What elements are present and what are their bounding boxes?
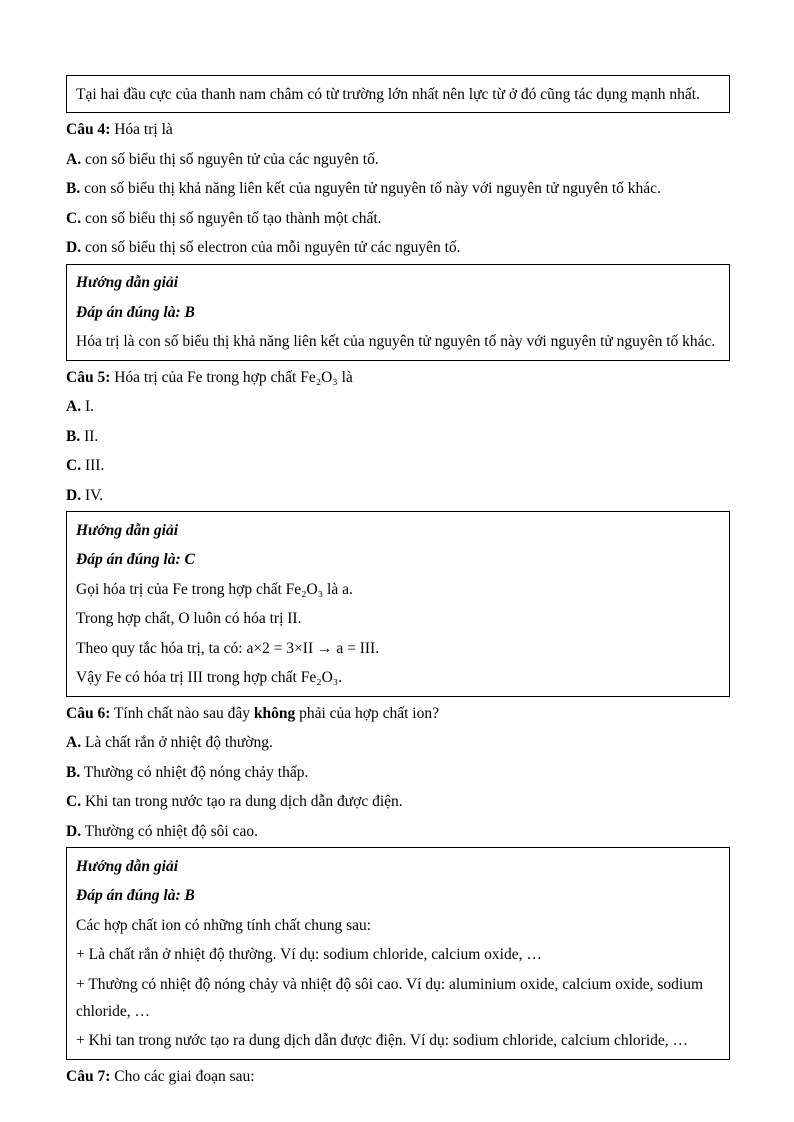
q5-option-c (66, 452, 730, 479)
q5-option-b (66, 423, 730, 450)
solution-line: Theo quy tắc hóa trị, ta có: a×2 = 3×II → a = III. (76, 639, 380, 657)
q5-option-b-label: B. (66, 427, 81, 445)
question-6-text-bold: không (253, 704, 296, 722)
question-6-stem (66, 700, 730, 727)
q5-option-a-text: I. (81, 398, 94, 415)
q5-option-d-text: IV. (81, 486, 104, 504)
q6-option-c-text: Khi tan trong nước tạo ra dung dịch dẫn được điện. (81, 793, 403, 810)
solution-answer: Đáp án đúng là: B (76, 887, 195, 904)
solution-line: + Khi tan trong nước tạo ra dung dịch dẫn được điện. Ví dụ: sodium chloride, calcium chloride, … (76, 1032, 689, 1049)
q5-option-a (66, 393, 730, 420)
question-4-text: Hóa trị là (110, 121, 173, 138)
solution-line: Trong hợp chất, O luôn có hóa trị II. (76, 610, 302, 627)
solution-answer: Đáp án đúng là: C (76, 551, 195, 568)
q4-option-b-text: con số biểu thị khả năng liên kết của nguyên tử nguyên tố này với nguyên tử nguyên tố khác. (80, 180, 661, 197)
solution-line: Các hợp chất ion có những tính chất chung sau: (76, 916, 372, 934)
q6-option-a (66, 729, 730, 756)
question-6-text-pre: Tính chất nào sau đây (110, 704, 254, 722)
q4-option-d-label: D. (66, 239, 82, 256)
q5-option-a-label: A. (66, 398, 82, 415)
question-7-label: Câu 7: (66, 1067, 111, 1085)
solution-title: Hướng dẫn giải (76, 857, 179, 875)
question-6-label: Câu 6: (66, 704, 111, 722)
solution-line: Tại hai đầu cực của thanh nam châm có từ trường lớn nhất nên lực từ ở đó cũng tác dụng mạnh nhất. (76, 85, 700, 103)
question-4-stem (66, 116, 730, 143)
q5-option-c-text: III. (81, 457, 105, 474)
q4-option-a (66, 146, 730, 173)
q5-option-d (66, 482, 730, 509)
q4-option-d-text: con số biểu thị số electron của mỗi nguyên tử các nguyên tố. (81, 239, 461, 256)
question-7-text: Cho các giai đoạn sau: (110, 1067, 255, 1085)
question-5-text: Hóa trị của Fe trong hợp chất Fe₂O₃ là (110, 368, 353, 386)
solution-line: Hóa trị là con số biểu thị khả năng liên kết của nguyên tử nguyên tố này với nguyên tử nguyên tố khác. (76, 333, 716, 350)
q6-option-c-label: C. (66, 793, 82, 810)
q5-option-d-label: D. (66, 486, 82, 504)
q4-option-a-text: con số biểu thị số nguyên tử của các nguyên tố. (81, 150, 379, 168)
q4-option-c-text: con số biểu thị số nguyên tố tạo thành một chất. (81, 209, 382, 227)
q6-option-b (66, 759, 730, 786)
q6-option-c (66, 788, 730, 815)
solution-answer: Đáp án đúng là: B (76, 303, 195, 321)
q6-option-a-label: A. (66, 734, 82, 751)
solution-line: + Là chất rắn ở nhiệt độ thường. Ví dụ: sodium chloride, calcium oxide, … (76, 946, 542, 963)
solution-line: Gọi hóa trị của Fe trong hợp chất Fe₂O₃ là a. (76, 580, 353, 598)
question-7-stem (66, 1063, 730, 1090)
q6-option-d-label: D. (66, 822, 82, 840)
q6-option-d-text: Thường có nhiệt độ sôi cao. (81, 822, 258, 840)
question-4-label: Câu 4: (66, 121, 111, 138)
q4-option-b-label: B. (66, 180, 81, 197)
solution-box-previous (66, 75, 730, 113)
solution-line: Vậy Fe có hóa trị III trong hợp chất Fe₂O₃. (76, 669, 343, 686)
q4-option-a-label: A. (66, 150, 82, 168)
q6-option-b-label: B. (66, 763, 81, 781)
q4-option-c (66, 205, 730, 232)
q4-option-b (66, 175, 730, 202)
q6-option-b-text: Thường có nhiệt độ nóng chảy thấp. (80, 763, 309, 781)
q4-option-d (66, 234, 730, 261)
q6-option-a-text: Là chất rắn ở nhiệt độ thường. (81, 734, 273, 751)
q5-option-c-label: C. (66, 457, 82, 474)
solution-line: + Thường có nhiệt độ nóng chảy và nhiệt độ sôi cao. Ví dụ: aluminium oxide, calcium oxide, sodium chloride, … (76, 975, 707, 1020)
q5-option-b-text: II. (80, 427, 99, 445)
solution-box-q5 (66, 511, 730, 697)
question-5-label: Câu 5: (66, 368, 111, 386)
q6-option-d (66, 818, 730, 845)
question-5-stem (66, 364, 730, 391)
q4-option-c-label: C. (66, 209, 82, 227)
solution-title: Hướng dẫn giải (76, 521, 179, 539)
solution-box-q4 (66, 264, 730, 361)
question-6-text-post: phải của hợp chất ion? (295, 704, 439, 722)
solution-box-q6 (66, 847, 730, 1060)
solution-title: Hướng dẫn giải (76, 274, 179, 291)
